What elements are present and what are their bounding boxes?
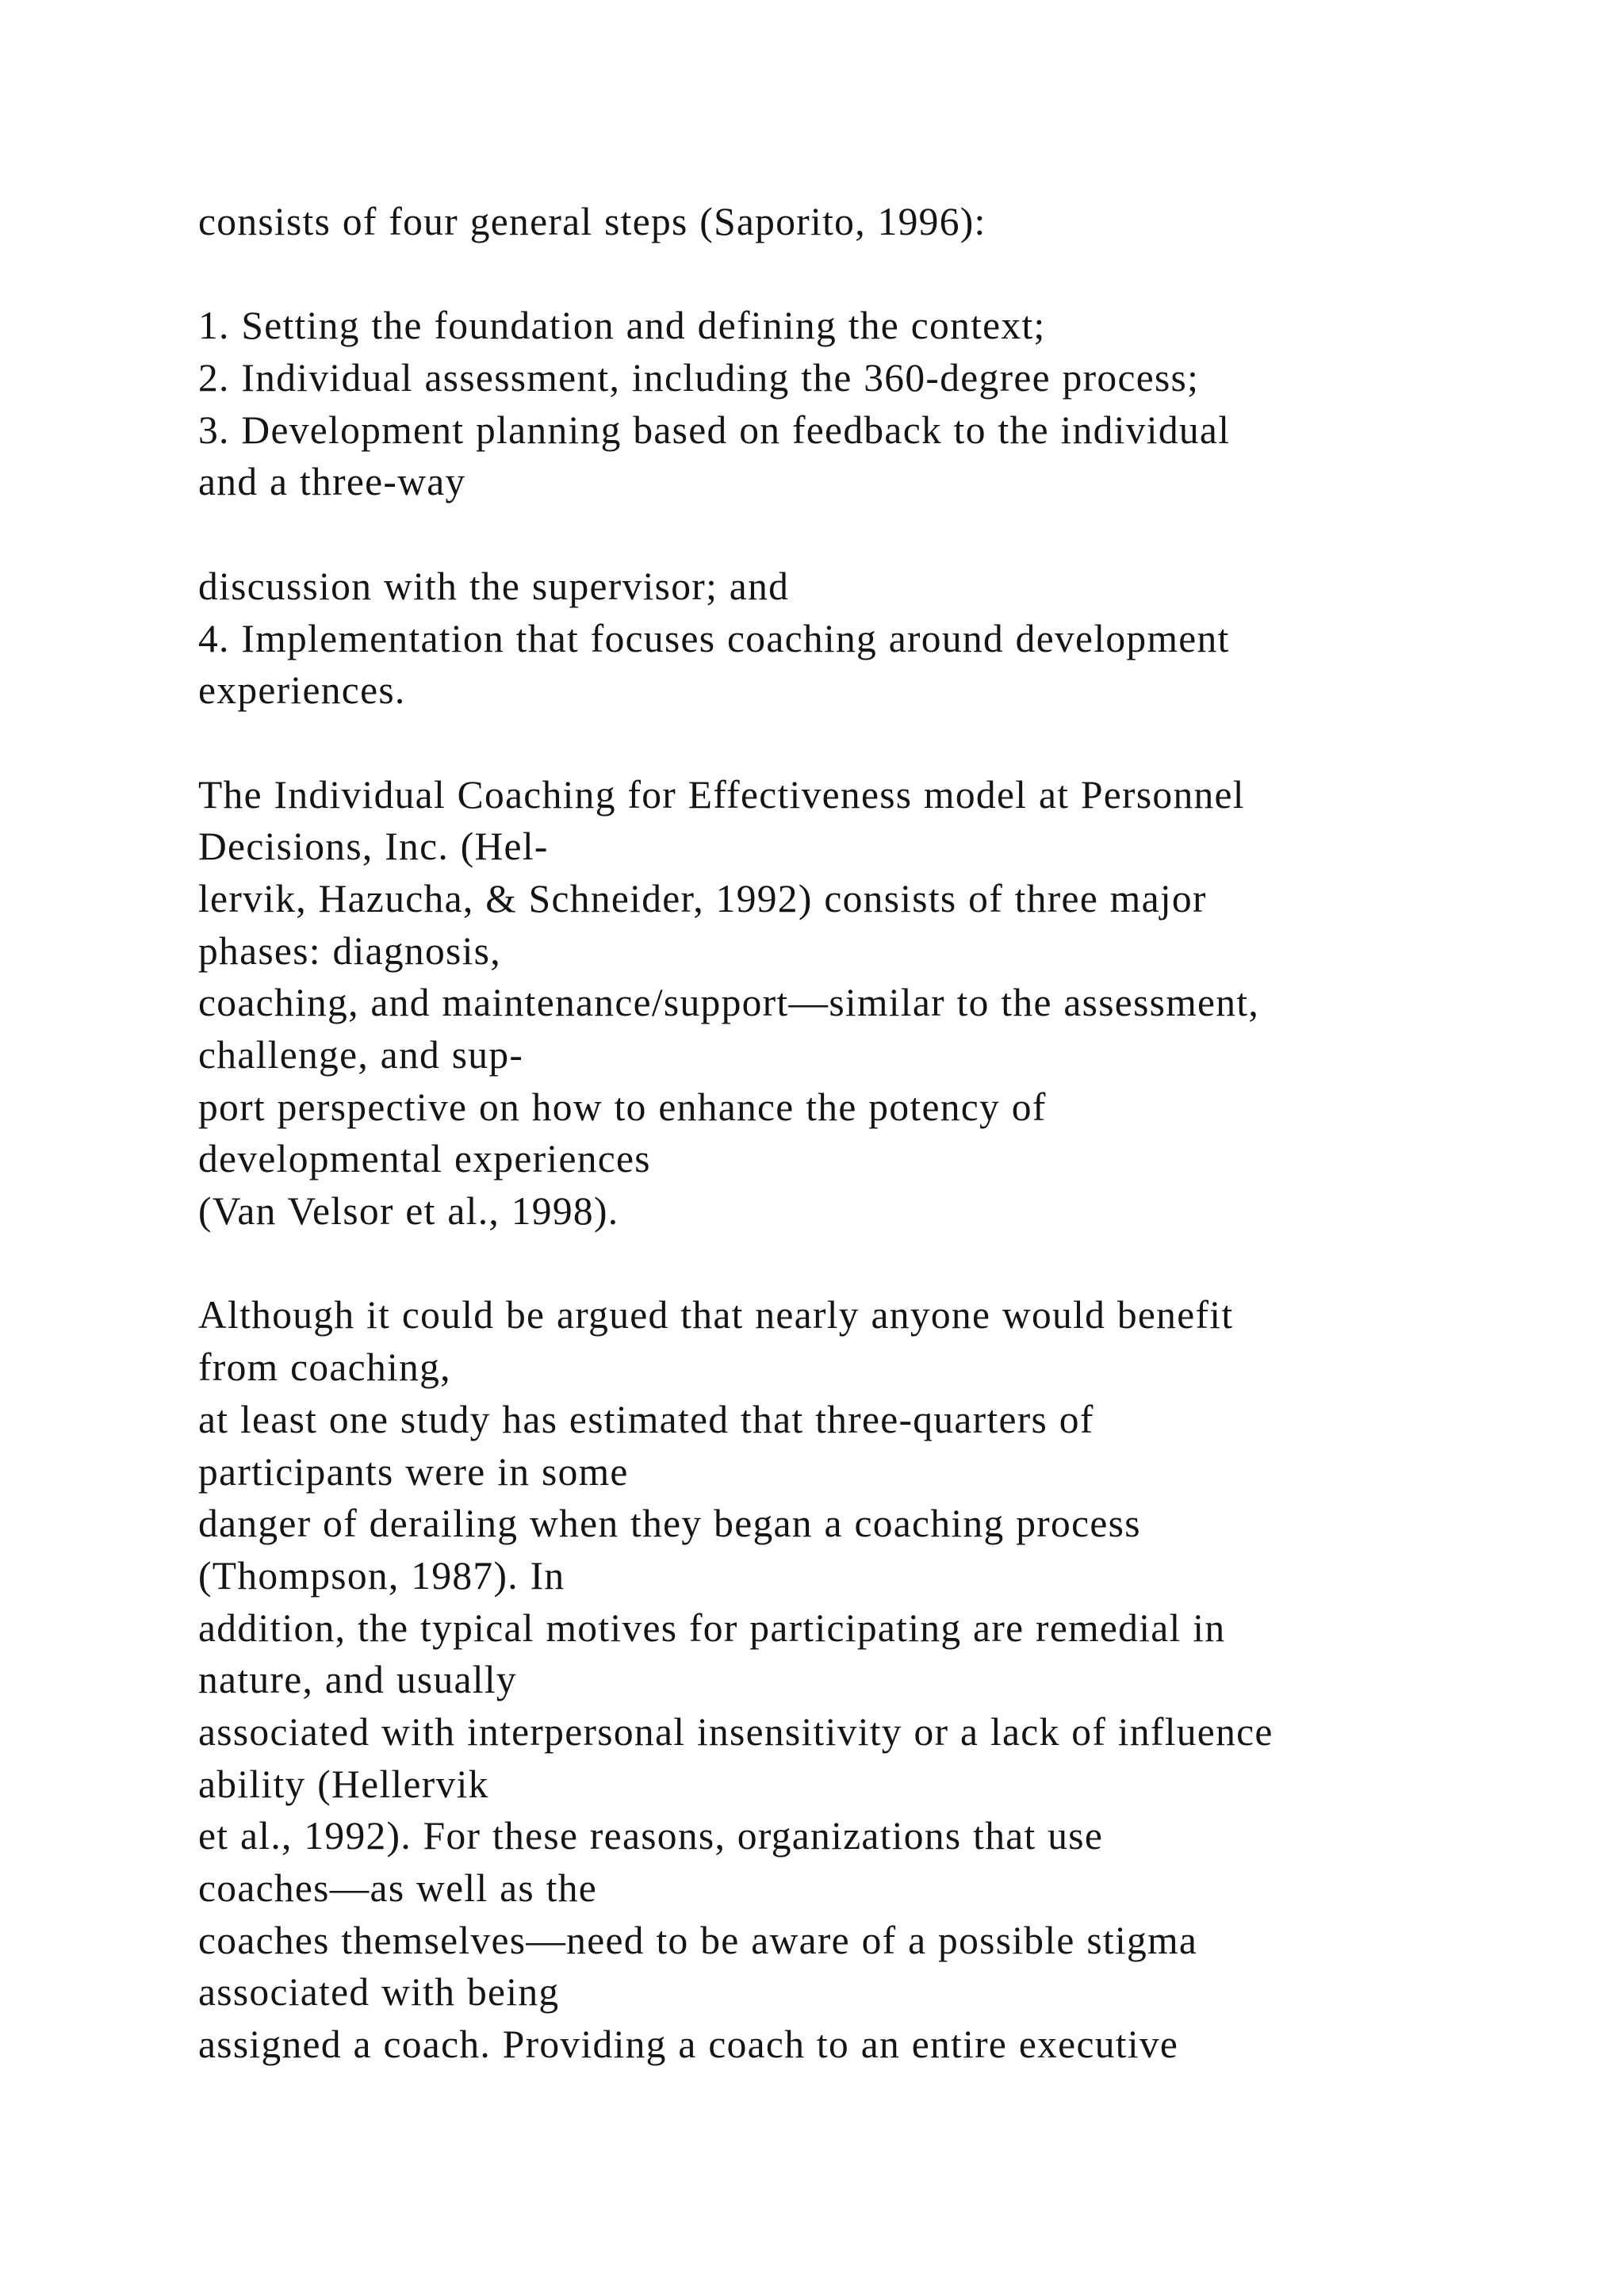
list-item-2: 2. Individual assessment, including the 360-degree process; [198, 356, 1200, 400]
text-line: et al., 1992). For these reasons, organizations that use [198, 1814, 1104, 1858]
document-body [198, 196, 1546, 2071]
text-line: at least one study has estimated that three-quarters of [198, 1397, 1094, 1441]
text-line: coaches—as well as the [198, 1866, 598, 1910]
text-line: nature, and usually [198, 1658, 517, 1702]
blank-line [198, 248, 1546, 300]
text-line: coaching, and maintenance/support—similar to the assessment, [198, 981, 1260, 1025]
text-line: experiences. [198, 668, 406, 713]
list-item-1: 1. Setting the foundation and defining the context; [198, 304, 1046, 348]
text-line: discussion with the supervisor; and [198, 564, 790, 608]
list-item-4: 4. Implementation that focuses coaching around development [198, 616, 1230, 660]
text-line: addition, the typical motives for participating are remedial in [198, 1605, 1226, 1650]
text-line: phases: diagnosis, [198, 928, 501, 973]
text-line: challenge, and sup- [198, 1033, 524, 1077]
text-line: coaches themselves—need to be aware of a possible stigma [198, 1918, 1198, 1962]
text-line: (Van Velsor et al., 1998). [198, 1189, 619, 1234]
blank-line [198, 1238, 1546, 1290]
text-line: and a three-way [198, 460, 466, 504]
text-line: lervik, Hazucha, & Schneider, 1992) consists of three major [198, 876, 1207, 920]
text-line: consists of four general steps (Saporito, 1996): [198, 200, 986, 243]
list-item-3: 3. Development planning based on feedback to the individual [198, 408, 1231, 452]
text-line: developmental experiences [198, 1137, 651, 1181]
text-line: participants were in some [198, 1449, 629, 1494]
text-line: Decisions, Inc. (Hel- [198, 825, 549, 869]
text-line: port perspective on how to enhance the potency of [198, 1085, 1047, 1129]
text-line: danger of derailing when they began a coaching process [198, 1502, 1141, 1546]
blank-line [198, 717, 1546, 769]
text-line: The Individual Coaching for Effectiveness model at Personnel [198, 772, 1245, 817]
text-line: ability (Hellervik [198, 1762, 489, 1806]
blank-line [198, 508, 1546, 561]
text-line: from coaching, [198, 1345, 451, 1390]
text-line: associated with being [198, 1970, 560, 2015]
text-line: Although it could be argued that nearly anyone would benefit [198, 1293, 1234, 1337]
text-line: (Thompson, 1987). In [198, 1553, 565, 1598]
text-line: assigned a coach. Providing a coach to an entire executive [198, 2022, 1179, 2067]
text-line: associated with interpersonal insensitivity or a lack of influence [198, 1709, 1274, 1754]
